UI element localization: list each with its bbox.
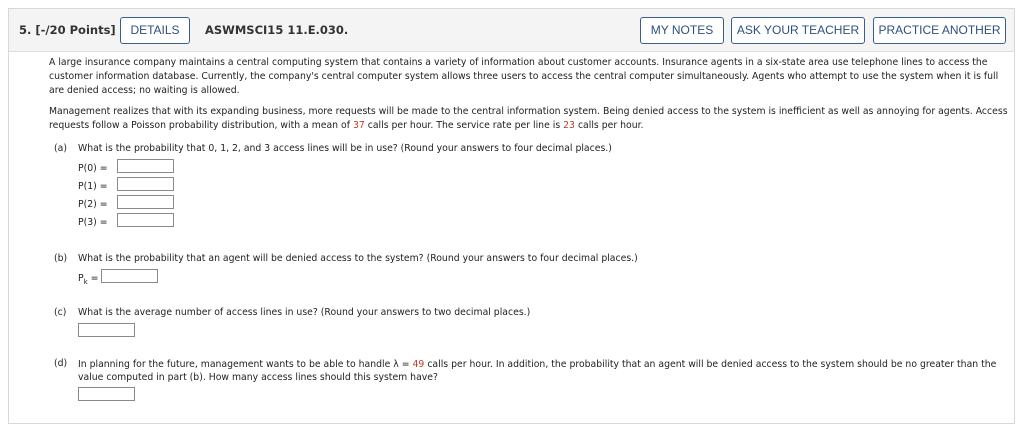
part-c-prompt: What is the average number of access lines in use? (Round your answers to two decimal places.) — [78, 307, 531, 318]
part-b-prompt: What is the probability that an agent will be denied access to the system? (Round your answers to four decimal places.) — [78, 253, 638, 264]
details-button[interactable]: DETAILS — [120, 17, 190, 44]
question-header — [9, 9, 1014, 52]
p0-input[interactable] — [117, 159, 174, 173]
intro-paragraph-1: A large insurance company maintains a central computing system that contains a variety of information about customer accounts. Insurance agents in a six-state area use telephone lines to access the customer information database. Currently, the company's central computer system allows three users to access the central computer simultaneously. Agents who attempt to use the system when it is full are denied access; no waiting is allowed. — [49, 57, 999, 96]
problem-intro — [49, 56, 1009, 133]
intro-paragraph-2: Management realizes that with its expanding business, more requests will be made to the central information system. Being denied access to the system is inefficient as well as annoying for agents. Access requests follow a Poisson probability distribution, with a mean of 37 calls per hour. The service rate per line is 23 calls per hour. — [49, 106, 1008, 131]
ask-your-teacher-button[interactable]: ASK YOUR TEACHER — [731, 17, 865, 44]
practice-another-button[interactable]: PRACTICE ANOTHER — [873, 17, 1006, 44]
part-b-label: (b) — [54, 253, 68, 264]
p3-input[interactable] — [117, 213, 174, 227]
p3-label: P(3) = — [78, 217, 108, 228]
service-rate-value: 23 — [563, 120, 575, 131]
question-number: 5. [-/20 Points] — [19, 23, 116, 37]
question-card — [8, 8, 1015, 424]
p0-label: P(0) = — [78, 163, 108, 174]
part-a-prompt: What is the probability that 0, 1, 2, and 3 access lines will be in use? (Round your answers to four decimal places.) — [78, 143, 612, 154]
my-notes-button[interactable]: MY NOTES — [640, 17, 724, 44]
pk-input[interactable] — [101, 269, 158, 283]
p1-label: P(1) = — [78, 181, 108, 192]
lambda-value: 49 — [412, 359, 425, 370]
average-lines-input[interactable] — [78, 323, 135, 337]
p2-label: P(2) = — [78, 199, 108, 210]
part-c-label: (c) — [54, 307, 67, 318]
p1-input[interactable] — [117, 177, 174, 191]
part-a-label: (a) — [54, 143, 67, 154]
p2-input[interactable] — [117, 195, 174, 209]
part-d-prompt: In planning for the future, management wants to be able to handle λ = 49 calls per hour. In addition, the probability that an agent will be denied access to the system should be no greater than the value computed in part (b). How many access lines should this system have? — [78, 359, 997, 383]
access-lines-input[interactable] — [78, 387, 135, 401]
mean-value: 37 — [352, 120, 365, 131]
pk-label: $P_k$ = — [78, 273, 99, 286]
part-d-label: (d) — [54, 358, 68, 369]
problem-code: ASWMSCI15 11.E.030. — [205, 23, 349, 37]
